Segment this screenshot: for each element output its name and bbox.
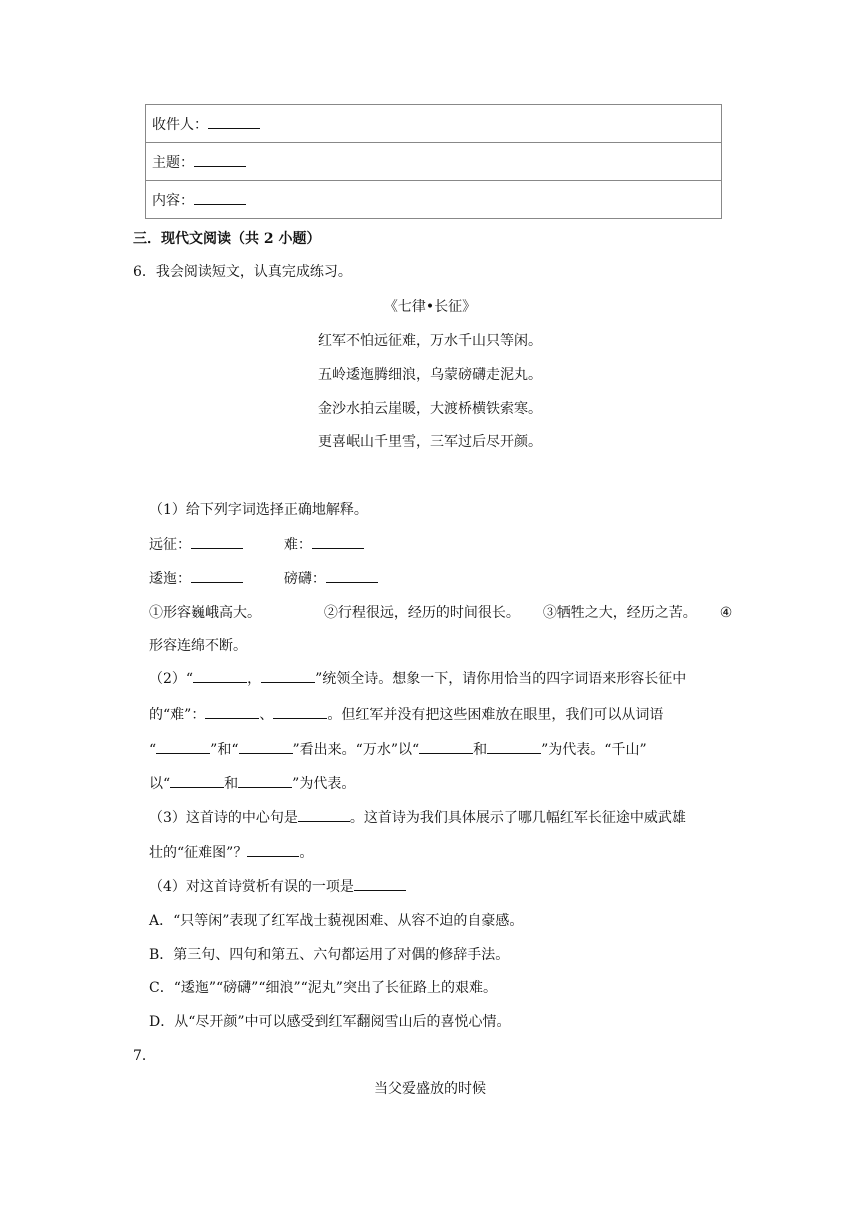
blank-2i[interactable] — [170, 773, 224, 788]
text: ”统领全诗。想象一下，请你用恰当的四字词语来形容长征中 — [315, 671, 687, 687]
text: 。但红军并没有把这些困难放在眼里，我们可以从词语 — [327, 707, 664, 723]
section-heading: 三．现代文阅读（共 2 小题） — [133, 231, 321, 247]
blank-4[interactable] — [354, 876, 406, 891]
text: “ — [149, 742, 157, 758]
email-form-table — [145, 104, 722, 219]
question-6-intro: 6．我会阅读短文，认真完成练习。 — [133, 264, 352, 280]
text: 和 — [224, 776, 239, 792]
part1-row2 — [149, 568, 378, 588]
content-blank[interactable] — [194, 190, 246, 205]
blank-2c[interactable] — [205, 704, 259, 719]
part1-row1 — [149, 534, 364, 554]
content-label: 内容： — [152, 192, 194, 209]
blank-3b[interactable] — [247, 842, 299, 857]
part3-line2 — [149, 842, 313, 862]
poem-title: 《七律•长征》 — [383, 299, 477, 315]
option-2: ②行程很远，经历的时间很长。 — [323, 605, 520, 621]
choice-c[interactable]: C．“逶迤”“磅礴”“细浪”“泥丸”突出了长征路上的艰难。 — [149, 980, 497, 996]
blank-3a[interactable] — [298, 807, 350, 822]
text: ”看出来。“万水”以“ — [292, 742, 420, 758]
text: ”和“ — [210, 742, 239, 758]
poem-line-1: 红军不怕远征难，万水千山只等闲。 — [318, 333, 542, 349]
choice-b[interactable]: B．第三句、四句和第五、六句都运用了对偶的修辞手法。 — [149, 947, 510, 963]
recipient-row — [146, 105, 722, 143]
option-3: ③牺牲之大，经历之苦。 — [542, 605, 697, 621]
text: 的“难”： — [149, 707, 206, 723]
blank-2f[interactable] — [239, 739, 293, 754]
part3-line1 — [149, 807, 686, 827]
subject-row — [146, 143, 722, 181]
blank-2h[interactable] — [487, 739, 541, 754]
word-yuanzheng: 远征： — [149, 537, 191, 553]
blank-pangbo[interactable] — [326, 568, 378, 583]
question-7-number: 7． — [133, 1048, 156, 1064]
part2-line2 — [149, 704, 663, 724]
text: 。 — [299, 845, 314, 861]
part1-options-row — [149, 602, 732, 622]
blank-2d[interactable] — [273, 704, 327, 719]
text: ”为代表。“千山” — [541, 742, 647, 758]
blank-2j[interactable] — [238, 773, 292, 788]
subject-blank[interactable] — [194, 152, 246, 167]
text: 、 — [259, 707, 274, 723]
content-row — [146, 181, 722, 219]
text: （3）这首诗的中心句是 — [149, 810, 298, 826]
part4-prompt — [149, 876, 406, 896]
text: 以“ — [149, 776, 171, 792]
word-pangbo: 磅礴： — [283, 571, 326, 587]
blank-2e[interactable] — [156, 739, 210, 754]
blank-nan[interactable] — [312, 534, 364, 549]
text: 。这首诗为我们具体展示了哪几幅红军长征途中威武雄 — [349, 810, 686, 826]
choice-a[interactable]: A．“只等闲”表现了红军战士藐视困难、从容不迫的自豪感。 — [149, 913, 524, 929]
recipient-blank[interactable] — [208, 114, 260, 129]
text: （4）对这首诗赏析有误的一项是 — [149, 879, 354, 895]
recipient-label: 收件人： — [152, 116, 208, 133]
question-7-title: 当父爱盛放的时候 — [374, 1081, 486, 1097]
blank-2g[interactable] — [419, 739, 473, 754]
option-4-text: 形容连绵不断。 — [149, 638, 247, 654]
option-4-number: ④ — [719, 605, 733, 621]
option-1: ①形容巍峨高大。 — [149, 605, 261, 621]
word-nan: 难： — [283, 537, 312, 553]
text: ， — [247, 671, 262, 687]
text: 壮的“征难图”？ — [149, 845, 248, 861]
blank-2a[interactable] — [193, 668, 247, 683]
text: 和 — [473, 742, 488, 758]
choice-d[interactable]: D．从“尽开颜”中可以感受到红军翻阅雪山后的喜悦心情。 — [149, 1014, 511, 1030]
subject-label: 主题： — [152, 154, 194, 171]
part2-line3 — [149, 739, 647, 759]
text: （2）“ — [149, 671, 194, 687]
word-weiyi: 逶迤： — [149, 571, 191, 587]
blank-weiyi[interactable] — [191, 568, 243, 583]
poem-line-2: 五岭逶迤腾细浪，乌蒙磅礴走泥丸。 — [318, 367, 542, 383]
blank-2b[interactable] — [261, 668, 315, 683]
part2-line4 — [149, 773, 355, 793]
poem-line-4: 更喜岷山千里雪，三军过后尽开颜。 — [318, 434, 542, 450]
part2-line1 — [149, 668, 686, 688]
part1-prompt: （1）给下列字词选择正确地解释。 — [149, 502, 368, 518]
blank-yuanzheng[interactable] — [191, 534, 243, 549]
poem-line-3: 金沙水拍云崖暖，大渡桥横铁索寒。 — [318, 401, 542, 417]
text: ”为代表。 — [292, 776, 356, 792]
